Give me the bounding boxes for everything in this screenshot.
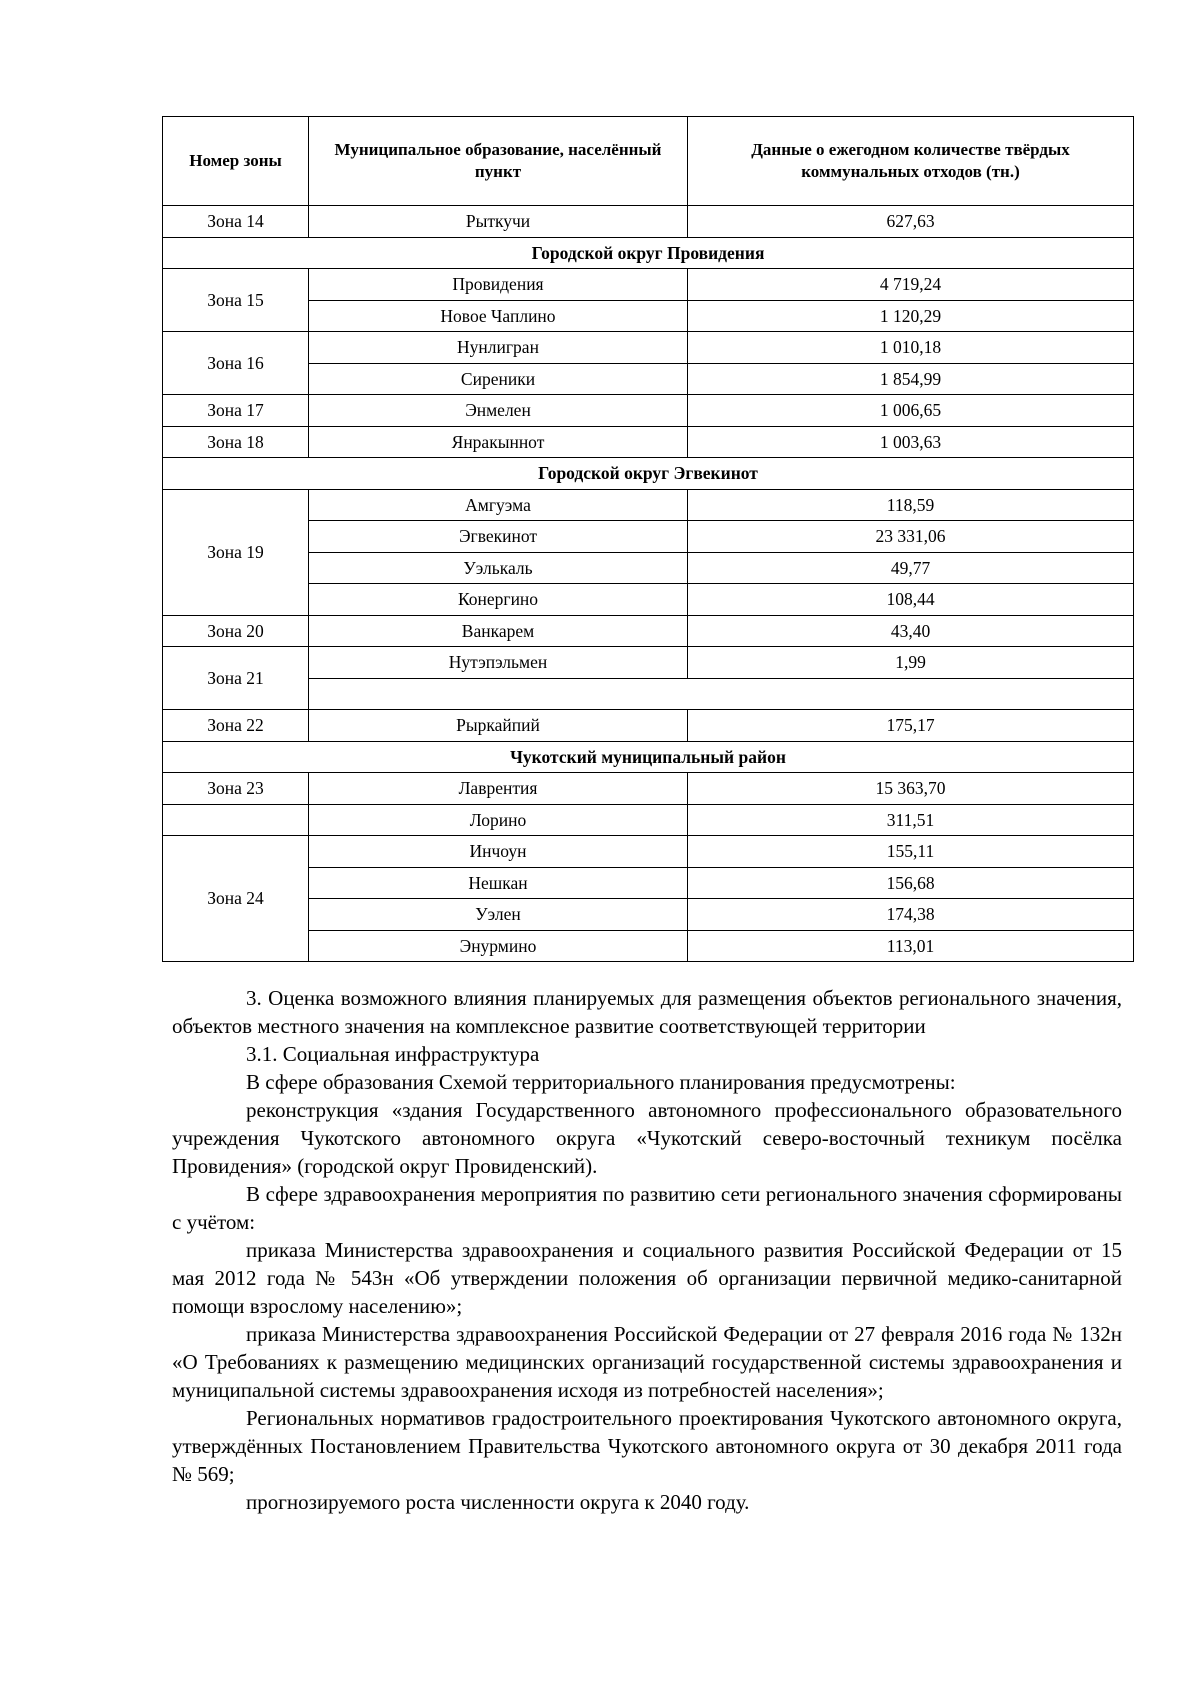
table-row [163, 678, 1134, 710]
header-waste-amount: Данные о ежегодном количестве твёрдых коммунальных отходов (тн.) [688, 117, 1134, 206]
zone-cell: Зона 20 [163, 615, 309, 647]
zone-cell: Зона 17 [163, 395, 309, 427]
empty-cell [309, 678, 1134, 710]
paragraph: приказа Министерства здравоохранения и социального развития Российской Федерации от 15 мая 2012 года № 543н «Об утверждении положения об организации первичной медико-санитарной помощи взрослому населению»; [172, 1238, 1122, 1318]
place-cell: Лорино [309, 804, 688, 836]
zone-cell: Зона 24 [163, 836, 309, 962]
place-cell: Нутэпэльмен [309, 647, 688, 679]
table-row [163, 930, 1134, 962]
value-cell: 1 120,29 [688, 300, 1134, 332]
value-cell: 43,40 [688, 615, 1134, 647]
place-cell: Уэлен [309, 899, 688, 931]
table-row [163, 552, 1134, 584]
zone-cell: Зона 23 [163, 773, 309, 805]
value-cell: 23 331,06 [688, 521, 1134, 553]
table-row [163, 363, 1134, 395]
section-heading: Городской округ Эгвекинот [163, 458, 1134, 490]
section-heading: Чукотский муниципальный район [163, 741, 1134, 773]
table-row [163, 269, 1134, 301]
header-municipality: Муниципальное образование, населённый пункт [309, 117, 688, 206]
table-row [163, 867, 1134, 899]
value-cell: 311,51 [688, 804, 1134, 836]
table-row [163, 395, 1134, 427]
table-row [163, 899, 1134, 931]
table-row [163, 710, 1134, 742]
table-row [163, 804, 1134, 836]
place-cell: Провидения [309, 269, 688, 301]
body-text [172, 984, 1122, 1516]
value-cell: 174,38 [688, 899, 1134, 931]
place-cell: Амгуэма [309, 489, 688, 521]
value-cell: 108,44 [688, 584, 1134, 616]
section-heading: Городской округ Провидения [163, 237, 1134, 269]
zone-cell: Зона 19 [163, 489, 309, 615]
value-cell: 1,99 [688, 647, 1134, 679]
table-row [163, 773, 1134, 805]
zone-cell: Зона 18 [163, 426, 309, 458]
zone-cell: Зона 22 [163, 710, 309, 742]
section-row [163, 458, 1134, 490]
zone-cell: Зона 14 [163, 206, 309, 238]
subsection-3-1-heading: 3.1. Социальная инфраструктура [246, 1042, 540, 1066]
place-cell: Янракыннот [309, 426, 688, 458]
value-cell: 1 010,18 [688, 332, 1134, 364]
table-row [163, 615, 1134, 647]
place-cell: Уэлькаль [309, 552, 688, 584]
section-row [163, 741, 1134, 773]
place-cell: Энурмино [309, 930, 688, 962]
value-cell: 4 719,24 [688, 269, 1134, 301]
place-cell: Лаврентия [309, 773, 688, 805]
place-cell: Нунлигран [309, 332, 688, 364]
value-cell: 1 006,65 [688, 395, 1134, 427]
place-cell: Рыркайпий [309, 710, 688, 742]
paragraph: прогнозируемого роста численности округа к 2040 году. [246, 1490, 750, 1514]
zone-cell: Зона 15 [163, 269, 309, 332]
paragraph: В сфере здравоохранения мероприятия по развитию сети регионального значения сформированы с учётом: [172, 1182, 1122, 1234]
value-cell: 49,77 [688, 552, 1134, 584]
table-row [163, 521, 1134, 553]
value-cell: 156,68 [688, 867, 1134, 899]
place-cell: Сиреники [309, 363, 688, 395]
table-row [163, 426, 1134, 458]
zone-cell: Зона 21 [163, 647, 309, 710]
place-cell: Нешкан [309, 867, 688, 899]
table-row [163, 584, 1134, 616]
place-cell: Инчоун [309, 836, 688, 868]
zone-cell [163, 804, 309, 836]
value-cell: 627,63 [688, 206, 1134, 238]
paragraph: В сфере образования Схемой территориального планирования предусмотрены: [246, 1070, 956, 1094]
paragraph: приказа Министерства здравоохранения Российской Федерации от 27 февраля 2016 года № 132н «О Требованиях к размещению медицинских организаций государственной системы здравоохранения и муниципальной системы здравоохранения исходя из потребностей населения»; [172, 1322, 1122, 1402]
table-row [163, 836, 1134, 868]
value-cell: 113,01 [688, 930, 1134, 962]
place-cell: Рыткучи [309, 206, 688, 238]
value-cell: 1 003,63 [688, 426, 1134, 458]
zone-cell: Зона 16 [163, 332, 309, 395]
value-cell: 1 854,99 [688, 363, 1134, 395]
table-row [163, 489, 1134, 521]
value-cell: 118,59 [688, 489, 1134, 521]
table-row [163, 300, 1134, 332]
section-row [163, 237, 1134, 269]
table-row [163, 206, 1134, 238]
place-cell: Конергино [309, 584, 688, 616]
paragraph: Региональных нормативов градостроительного проектирования Чукотского автономного округа, утверждённых Постановлением Правительства Чукотского автономного округа от 30 декабря 2011 года № 569; [172, 1406, 1122, 1486]
place-cell: Ванкарем [309, 615, 688, 647]
paragraph: реконструкция «здания Государственного автономного профессионального образовательного учреждения Чукотского автономного округа «Чукотский северо-восточный техникум посёлка Провидения» (городской округ Провиденский). [172, 1098, 1122, 1178]
place-cell: Энмелен [309, 395, 688, 427]
table-row [163, 332, 1134, 364]
value-cell: 15 363,70 [688, 773, 1134, 805]
table-header-row [163, 117, 1134, 206]
tko-table [162, 116, 1134, 962]
section-3-heading: 3. Оценка возможного влияния планируемых для размещения объектов регионального значения, объектов местного значения на комплексное развитие соответствующей территории [172, 986, 1122, 1038]
place-cell: Новое Чаплино [309, 300, 688, 332]
header-zone: Номер зоны [163, 117, 309, 206]
table-row [163, 647, 1134, 679]
value-cell: 175,17 [688, 710, 1134, 742]
place-cell: Эгвекинот [309, 521, 688, 553]
value-cell: 155,11 [688, 836, 1134, 868]
